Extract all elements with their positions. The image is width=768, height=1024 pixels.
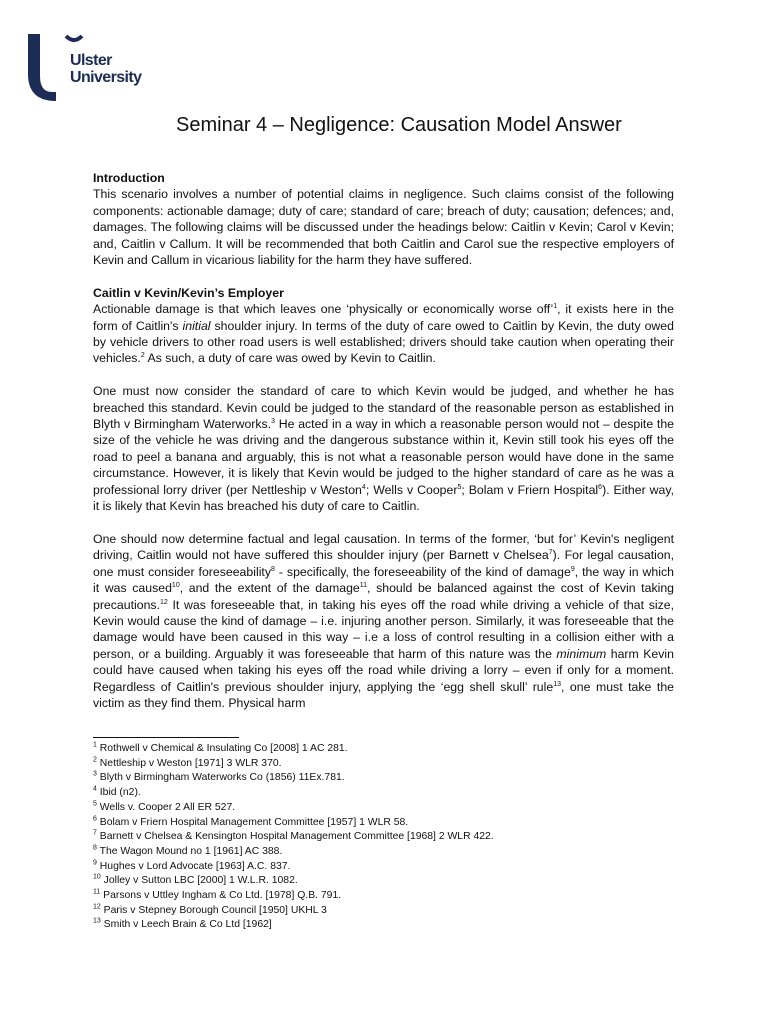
paragraph-actionable-damage: Actionable damage is that which leaves one ‘physically or economically worse off’$^1$, it exists here in the form of Caitlin's initial shoulder injury. In terms of the duty of care owed to Caitlin by Kevin, the duty owed by vehicle drivers to other road users is well established; drivers should take caution when operating their vehicles.$^2$ As such, a duty of care was owed by Kevin to Caitlin.: [93, 302, 674, 366]
footnote-ref[interactable]: 4: [361, 483, 366, 491]
footnote-ref[interactable]: 12: [160, 598, 168, 606]
footnote-ref[interactable]: 1: [553, 303, 558, 311]
footnote: $^6$ Bolam v Friern Hospital Management Committee [1957] 1 WLR 58.: [93, 815, 409, 828]
intro-heading: Introduction: [93, 171, 165, 185]
footnote: $^{11}$ Parsons v Uttley Ingham & Co Ltd. [1978] Q.B. 791.: [93, 888, 342, 902]
footnote-ref[interactable]: 13: [553, 680, 561, 688]
footnote: $^8$ The Wagon Mound no 1 [1961] AC 388.: [93, 844, 283, 857]
footnote-ref[interactable]: 8: [271, 565, 275, 573]
footnote-ref[interactable]: 3: [271, 417, 276, 425]
footnote: $^{10}$ Jolley v Sutton LBC [2000] 1 W.L.R. 1082.: [93, 873, 298, 887]
footnote: $^2$ Nettleship v Weston [1971] 3 WLR 370.: [93, 756, 282, 769]
footnote-ref[interactable]: 2: [140, 352, 145, 360]
footnote: $^3$ Blyth v Birmingham Waterworks Co (1856) 11Ex.781.: [93, 770, 345, 784]
ulster-university-logo: [26, 32, 166, 104]
logo-line-2: University: [70, 69, 142, 86]
logo-line-1: Ulster: [70, 52, 112, 69]
page-title: Seminar 4 – Negligence: Causation Model Answer: [176, 114, 622, 136]
footnotes: [93, 742, 593, 933]
footnote-ref[interactable]: 7: [548, 549, 553, 557]
paragraph-causation: One should now determine factual and legal causation. In terms of the former, ‘but for’ Kevin's negligent driving, Caitlin would not have suffered this shoulder injury (per Barnett v Chelsea$^7$). For legal causation, one must consider foreseeability$^8$ - specifically, the foreseeability of the kind of damage$^9$, the way in which it was caused$^{10}$, and the extent of the damage$^{11}$, should be balanced against the cost of Kevin taking precautions.$^{12}$ It was foreseeable that, in taking his eyes off the road while driving a vehicle of that size, Kevin would cause the kind of damage – i.e. injuring another person. Similarly, it was foreseeable that the damage would have been caused in this way – i.e a loss of control resulting in a collision either with a person, or a building. Arguably it was foreseeable that harm of this nature was the minimum harm Kevin could have caused when taking his eyes off the road while driving a lorry – even if only for a moment. Regardless of Caitlin's previous shoulder injury, applying the ‘egg shell skull’ rule$^{13}$, one must take the victim as they find them. Physical harm: [93, 531, 674, 710]
footnote: $^1$ Rothwell v Chemical & Insulating Co [2008] 1 AC 281.: [93, 741, 348, 754]
logo-wordmark: [70, 52, 141, 86]
footnote: $^4$ Ibid (n2).: [93, 785, 141, 799]
footnote: $^9$ Hughes v Lord Advocate [1963] A.C. 837.: [93, 859, 291, 872]
document-body: [93, 170, 674, 711]
section-heading-caitlin-v-kevin: Caitlin v Kevin/Kevin’s Employer: [93, 285, 284, 300]
footnote: $^7$ Barnett v Chelsea & Kensington Hospital Management Committee [1968] 2 WLR 422.: [93, 829, 494, 843]
footnote: $^{13}$ Smith v Leech Brain & Co Ltd [1962]: [93, 917, 272, 931]
intro-paragraph: This scenario involves a number of potential claims in negligence. Such claims consist of the following components: actionable damage; duty of care; standard of care; breach of duty; causation; defences; and, damages. The following claims will be discussed under the headings below: Caitlin v Kevin; Carol v Kevin; and, Caitlin v Callum. It will be recommended that both Caitlin and Carol sue the respective employers of Kevin and Callum in vicarious liability for the harm they have suffered.: [93, 187, 674, 268]
paragraph-standard-of-care: One must now consider the standard of care to which Kevin would be judged, and whether he has breached this standard. Kevin could be judged to the standard of the reasonable person as established in Blyth v Birmingham Waterworks.$^3$ He acted in a way in which a reasonable person would not – despite the size of the vehicle he was driving and the dangerous substance within it, Kevin still took his eyes off the road to peel a banana and arguably, this is not what a reasonable person would have done in the same circumstance. However, it is likely that Kevin would be judged to the higher standard of care as he was a professional lorry driver (per Nettleship v Weston$^4$; Wells v Cooper$^5$; Bolam v Friern Hospital$^6$). Either way, it is likely that Kevin has breached his duty of care to Caitlin.: [93, 384, 674, 514]
footnote-ref[interactable]: 6: [598, 483, 603, 491]
footnote-ref[interactable]: 11: [359, 582, 368, 590]
footnote-separator: [93, 737, 239, 738]
footnote-ref[interactable]: 9: [570, 565, 575, 573]
footnote: $^5$ Wells v. Cooper 2 All ER 527.: [93, 800, 236, 813]
footnote-ref[interactable]: 5: [457, 483, 462, 491]
footnote-ref[interactable]: 10: [171, 582, 180, 590]
footnote: $^{12}$ Paris v Stepney Borough Council [1950] UKHL 3: [93, 903, 327, 916]
